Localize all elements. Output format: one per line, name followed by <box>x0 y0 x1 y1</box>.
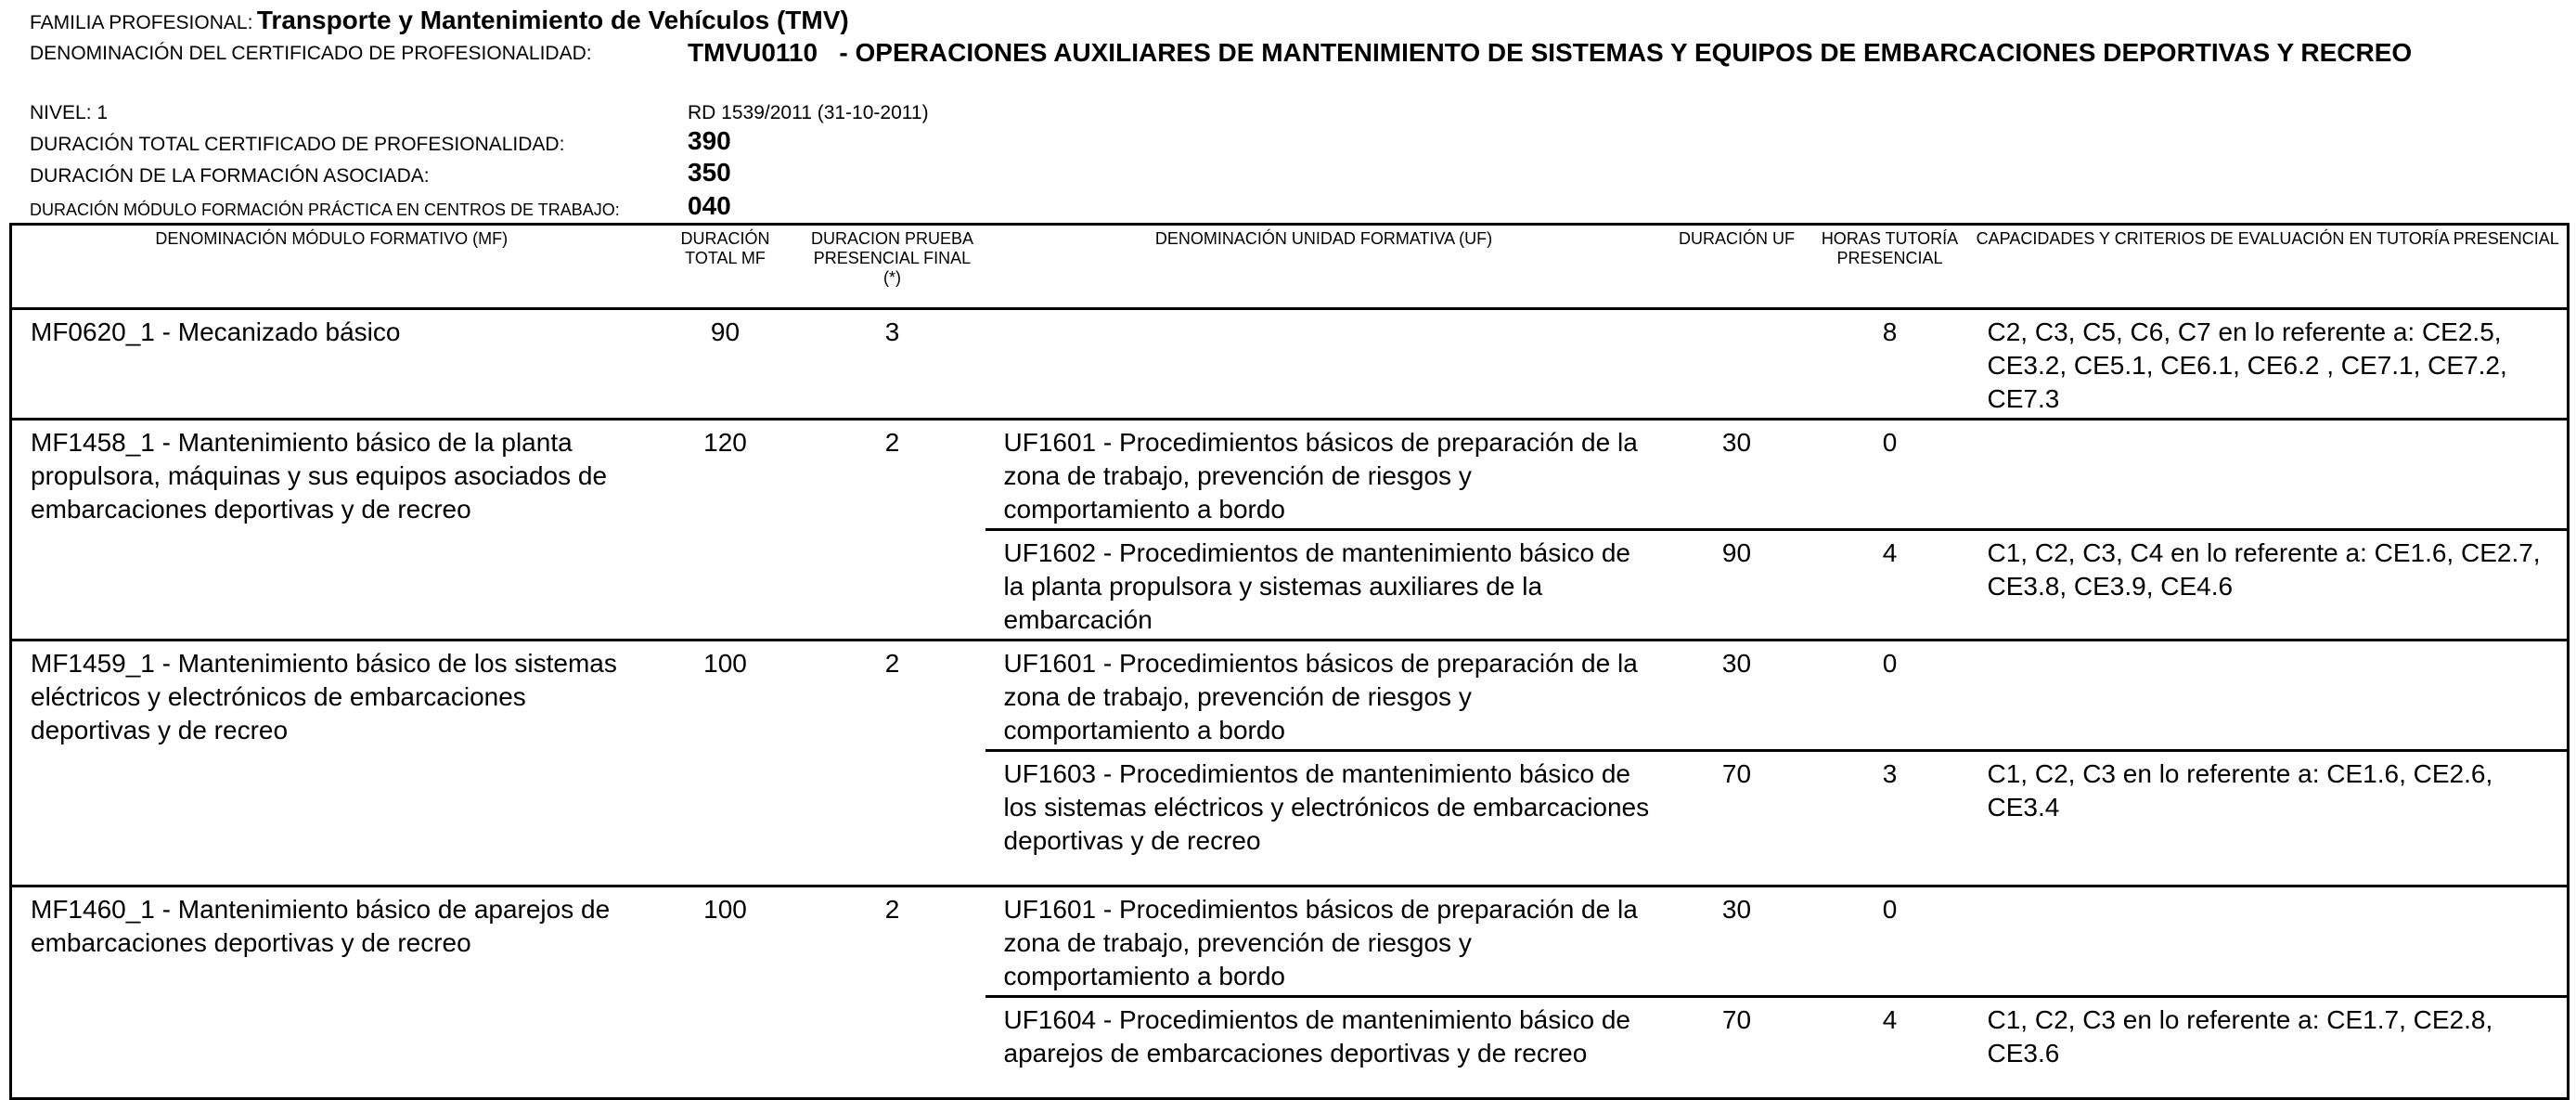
mf-name: MF1459_1 - Mantenimiento básico de los sistemas eléctricos y electrónicos de embarcaciones deportivas y de recreo <box>11 641 651 886</box>
certificado-title: - OPERACIONES AUXILIARES DE MANTENIMIENTO DE SISTEMAS Y EQUIPOS DE EMBARCACIONES DEPORTIVAS Y RECREO <box>839 38 2413 67</box>
uf-capacidades <box>1969 886 2569 997</box>
table-row <box>11 886 2569 997</box>
uf-horas: 0 <box>1811 420 1969 530</box>
mf-prueba: 2 <box>800 886 985 1099</box>
uf-horas: 4 <box>1811 997 1969 1099</box>
header-duracion-prueba: DURACION PRUEBA PRESENCIAL FINAL (*) <box>810 229 974 287</box>
mf-total: 100 <box>651 641 800 886</box>
mf-total: 100 <box>651 886 800 1099</box>
uf-capacidades: C1, C2, C3 en lo referente a: CE1.7, CE2.8, CE3.6 <box>1969 997 2569 1099</box>
uf-capacidades <box>1969 420 2569 530</box>
header-capacidades: CAPACIDADES Y CRITERIOS DE EVALUACIÓN EN TUTORÍA PRESENCIAL <box>1976 229 2559 248</box>
uf-duracion <box>1663 309 1811 420</box>
mf-prueba: 2 <box>800 641 985 886</box>
uf-name: UF1602 - Procedimientos de mantenimiento básico de la planta propulsora y sistemas auxiliares de la embarcación <box>985 530 1663 641</box>
header-duracion-uf: DURACIÓN UF <box>1679 229 1795 248</box>
duracion-practica-value: 040 <box>688 191 731 220</box>
uf-duracion: 70 <box>1663 751 1811 886</box>
header-horas-tutoria: HORAS TUTORÍA PRESENCIAL <box>1821 229 1959 267</box>
header-duracion-total-mf: DURACIÓN TOTAL MF <box>680 229 770 267</box>
duracion-total-value: 390 <box>688 126 731 155</box>
mf-total: 90 <box>651 309 800 420</box>
uf-capacidades: C1, C2, C3, C4 en lo referente a: CE1.6, CE2.7, CE3.8, CE3.9, CE4.6 <box>1969 530 2569 641</box>
uf-horas: 3 <box>1811 751 1969 886</box>
uf-horas: 0 <box>1811 641 1969 751</box>
familia-value: Transporte y Mantenimiento de Vehículos (TMV) <box>256 6 849 34</box>
uf-name: UF1601 - Procedimientos básicos de preparación de la zona de trabajo, prevención de riesgos y comportamiento a bordo <box>985 641 1663 751</box>
uf-capacidades: C1, C2, C3 en lo referente a: CE1.6, CE2.6, CE3.4 <box>1969 751 2569 886</box>
uf-name <box>985 309 1663 420</box>
duracion-formacion-label: DURACIÓN DE LA FORMACIÓN ASOCIADA: <box>30 165 430 187</box>
mf-name: MF1458_1 - Mantenimiento básico de la planta propulsora, máquinas y sus equipos asociados de embarcaciones deportivas y de recreo <box>11 420 651 641</box>
uf-name: UF1604 - Procedimientos de mantenimiento básico de aparejos de embarcaciones deportivas y de recreo <box>985 997 1663 1099</box>
denominacion-value <box>688 37 2506 69</box>
mf-total: 120 <box>651 420 800 641</box>
uf-name: UF1601 - Procedimientos básicos de preparación de la zona de trabajo, prevención de riesgos y comportamiento a bordo <box>985 886 1663 997</box>
table-row <box>11 641 2569 751</box>
uf-capacidades: C2, C3, C5, C6, C7 en lo referente a: CE2.5, CE3.2, CE5.1, CE6.1, CE6.2 , CE7.1, CE7.2, CE7.3 <box>1969 309 2569 420</box>
denominacion-label: DENOMINACIÓN DEL CERTIFICADO DE PROFESIONALIDAD: <box>30 43 592 64</box>
mf-name: MF1460_1 - Mantenimiento básico de aparejos de embarcaciones deportivas y de recreo <box>11 886 651 1099</box>
uf-duracion: 90 <box>1663 530 1811 641</box>
duracion-total-label: DURACIÓN TOTAL CERTIFICADO DE PROFESIONALIDAD: <box>30 134 565 155</box>
uf-duracion: 70 <box>1663 997 1811 1099</box>
uf-duracion: 30 <box>1663 420 1811 530</box>
uf-name: UF1601 - Procedimientos básicos de preparación de la zona de trabajo, prevención de riesgos y comportamiento a bordo <box>985 420 1663 530</box>
certificado-code: TMVU0110 <box>688 38 818 67</box>
duracion-formacion-value: 350 <box>688 158 731 187</box>
uf-duracion: 30 <box>1663 886 1811 997</box>
header-uf: DENOMINACIÓN UNIDAD FORMATIVA (UF) <box>1154 229 1493 248</box>
familia-label: FAMILIA PROFESIONAL: <box>30 12 253 33</box>
mf-name: MF0620_1 - Mecanizado básico <box>11 309 651 420</box>
mf-prueba: 2 <box>800 420 985 641</box>
uf-horas: 8 <box>1811 309 1969 420</box>
header-mf: DENOMINACIÓN MÓDULO FORMATIVO (MF) <box>155 229 509 248</box>
table-row <box>11 309 2569 420</box>
table-header-row <box>11 225 2569 309</box>
uf-horas: 0 <box>1811 886 1969 997</box>
uf-capacidades <box>1969 641 2569 751</box>
familia-row <box>30 6 849 35</box>
duracion-practica-label: DURACIÓN MÓDULO FORMACIÓN PRÁCTICA EN CENTROS DE TRABAJO: <box>30 201 620 219</box>
uf-horas: 4 <box>1811 530 1969 641</box>
uf-name: UF1603 - Procedimientos de mantenimiento básico de los sistemas eléctricos y electrónicos de embarcaciones deportivas y de recreo <box>985 751 1663 886</box>
rd-value: RD 1539/2011 (31-10-2011) <box>688 102 929 123</box>
nivel-label: NIVEL: 1 <box>30 102 109 123</box>
uf-duracion: 30 <box>1663 641 1811 751</box>
modulos-table <box>9 223 2570 1100</box>
table-row <box>11 420 2569 530</box>
mf-prueba: 3 <box>800 309 985 420</box>
